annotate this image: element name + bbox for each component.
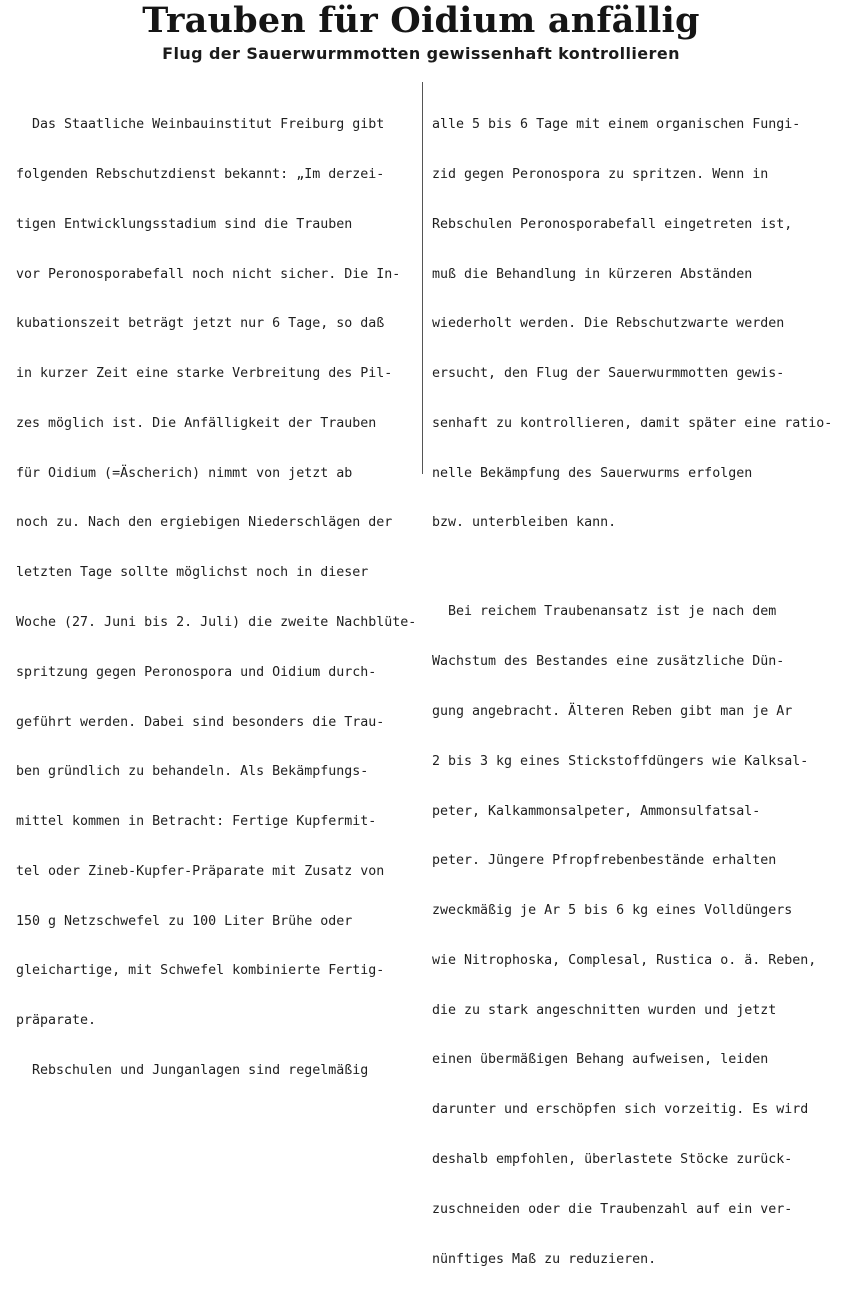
column-divider	[422, 82, 423, 474]
text-line: kubationszeit beträgt jetzt nur 6 Tage, so daß	[16, 316, 385, 332]
text-line: zweckmäßig je Ar 5 bis 6 kg eines Volldüngers	[432, 903, 793, 919]
text-line: Rebschulen Peronosporabefall eingetreten ist,	[432, 216, 793, 232]
text-line: ersucht, den Flug der Sauerwurmmotten gewis-	[432, 366, 785, 382]
text-line: folgenden Rebschutzdienst bekannt: „Im derzei-	[16, 166, 385, 182]
text-line: bzw. unterbleiben kann.	[432, 515, 617, 531]
subheadline: Flug der Sauerwurmmotten gewissenhaft kontrollieren	[162, 44, 680, 63]
text-line: gleichartige, mit Schwefel kombinierte Fertig-	[16, 963, 385, 979]
text-line: wie Nitrophoska, Complesal, Rustica o. ä. Reben,	[432, 952, 817, 968]
text-line: Wachstum des Bestandes eine zusätzliche Dün-	[432, 654, 785, 670]
text-line: Rebschulen und Junganlagen sind regelmäßig	[16, 1063, 369, 1079]
text-line: tigen Entwicklungsstadium sind die Trauben	[16, 216, 353, 232]
text-line: einen übermäßigen Behang aufweisen, leiden	[432, 1052, 769, 1068]
text-line: 2 bis 3 kg eines Stickstoffdüngers wie Kalksal-	[432, 753, 809, 769]
text-line: peter, Kalkammonsalpeter, Ammonsulfatsal-	[432, 803, 761, 819]
left-column	[16, 84, 418, 1113]
text-line: deshalb empfohlen, überlastete Stöcke zurück-	[432, 1152, 793, 1167]
text-line: senhaft zu kontrollieren, damit später eine ratio-	[432, 415, 833, 431]
text-line: präparate.	[16, 1013, 97, 1029]
text-line: nelle Bekämpfung des Sauerwurms erfolgen	[432, 465, 753, 481]
text-line: Bei reichem Traubenansatz ist je nach dem	[432, 604, 777, 620]
text-line: zuschneiden oder die Traubenzahl auf ein ver-	[432, 1201, 793, 1217]
text-line: spritzung gegen Peronospora und Oidium durch-	[16, 664, 377, 680]
text-line: mittel kommen in Betracht: Fertige Kupfermit-	[16, 814, 377, 830]
text-line: Das Staatliche Weinbauinstitut Freiburg gibt	[16, 117, 385, 133]
text-line: vor Peronosporabefall noch nicht sicher. Die In-	[16, 266, 401, 282]
text-line: zes möglich ist. Die Anfälligkeit der Trauben	[16, 415, 377, 431]
text-line: alle 5 bis 6 Tage mit einem organischen Fungi-	[432, 117, 801, 133]
text-line: ben gründlich zu behandeln. Als Bekämpfungs-	[16, 764, 369, 780]
text-line: für Oidium (=Äscherich) nimmt von jetzt ab	[16, 465, 353, 481]
text-line: zid gegen Peronospora zu spritzen. Wenn in	[432, 166, 769, 182]
text-line: 150 g Netzschwefel zu 100 Liter Brühe oder	[16, 913, 353, 929]
right-column	[432, 84, 836, 1301]
text-line: wiederholt werden. Die Rebschutzwarte werden	[432, 316, 785, 332]
text-line: peter. Jüngere Pfropfrebenbestände erhalten	[432, 853, 777, 869]
text-line: geführt werden. Dabei sind besonders die Trau-	[16, 714, 385, 730]
text-line: tel oder Zineb-Kupfer-Präparate mit Zusatz von	[16, 863, 385, 879]
text-line: Woche (27. Juni bis 2. Juli) die zweite Nachblüte-	[16, 615, 417, 630]
text-line: noch zu. Nach den ergiebigen Niederschlägen der	[16, 515, 393, 531]
text-line: nünftiges Maß zu reduzieren.	[432, 1251, 657, 1267]
text-line: in kurzer Zeit eine starke Verbreitung des Pil-	[16, 366, 393, 382]
text-line: gung angebracht. Älteren Reben gibt man je Ar	[432, 703, 793, 719]
text-line: die zu stark angeschnitten wurden und jetzt	[432, 1002, 777, 1018]
text-line: darunter und erschöpfen sich vorzeitig. Es wird	[432, 1102, 809, 1118]
text-line: muß die Behandlung in kürzeren Abständen	[432, 266, 753, 282]
paragraph-gap	[432, 565, 836, 571]
headline: Trauben für Oidium anfällig	[142, 0, 700, 41]
text-line: letzten Tage sollte möglichst noch in dieser	[16, 565, 369, 581]
